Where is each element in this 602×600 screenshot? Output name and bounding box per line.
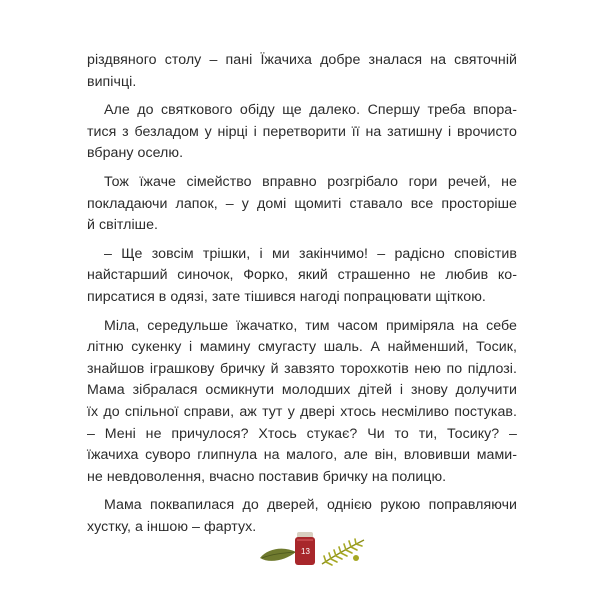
page-footer xyxy=(0,530,602,580)
text-line: випічці. xyxy=(87,73,137,90)
text-line: пирсатися в одязі, зате тішився нагоді попрацювати щіткою. xyxy=(87,288,486,305)
text-line: Мама поквапилася до дверей, однією рукою поправляючи xyxy=(104,497,517,514)
text-line: найстарший синочок, Форко, який страшенно не любив ко- xyxy=(87,267,517,284)
berry-icon xyxy=(352,554,360,562)
paragraph-1 xyxy=(87,50,517,93)
text-line: не невдоволення, вчасно поставив бричку на полицю. xyxy=(87,468,447,485)
text-line: й світліше. xyxy=(87,217,159,234)
text-line: Тож їжаче сімейство вправно розгрібало гори речей, не xyxy=(104,173,517,190)
text-line: Мама зібралася осмикнути молодших дітей і знову долучити xyxy=(87,382,517,399)
text-line: знайшов іграшкову бричку й завзято торохкотів нею по підлозі. xyxy=(87,360,517,377)
paragraph-3 xyxy=(87,172,517,237)
text-line: їжачиха суворо глипнула на малого, але він, вловивши мами- xyxy=(87,447,517,464)
text-line: тися з безладом у нірці і перетворити її на затишну і врочисто xyxy=(87,123,517,140)
book-page-text xyxy=(87,50,517,538)
text-line: літню сукенку і мамину смугасту шаль. А найменший, Тосик, xyxy=(87,339,517,356)
paragraph-5 xyxy=(87,316,517,489)
text-line: покладаючи лапок, – у домі щомиті ставало все просторіше xyxy=(87,195,517,212)
paragraph-4 xyxy=(87,244,517,309)
pine-branch-icon xyxy=(320,538,366,568)
page-number: 13 xyxy=(301,547,310,556)
text-line: – Мені не причулося? Хтось стукає? Чи то ти, Тосику? – xyxy=(87,425,517,442)
text-line: їх до спільної справи, аж тут у двері хтось несміливо постукав. xyxy=(87,403,517,420)
text-line: хустку, а іншою – фартух. xyxy=(87,518,257,535)
paragraph-2 xyxy=(87,100,517,165)
leaf-icon xyxy=(258,544,298,566)
text-line: вбрану оселю. xyxy=(87,145,184,162)
text-line: Але до святкового обіду ще далеко. Спершу треба впора- xyxy=(104,102,517,119)
text-line: різдвяного столу – пані Їжачиха добре зналася на святочній xyxy=(87,52,517,68)
text-line: – Ще зовсім трішки, і ми закінчимо! – радісно сповістив xyxy=(104,245,517,262)
page-number-badge xyxy=(297,536,314,566)
text-line: Міла, середульше їжачатко, тим часом приміряла на себе xyxy=(104,317,517,334)
